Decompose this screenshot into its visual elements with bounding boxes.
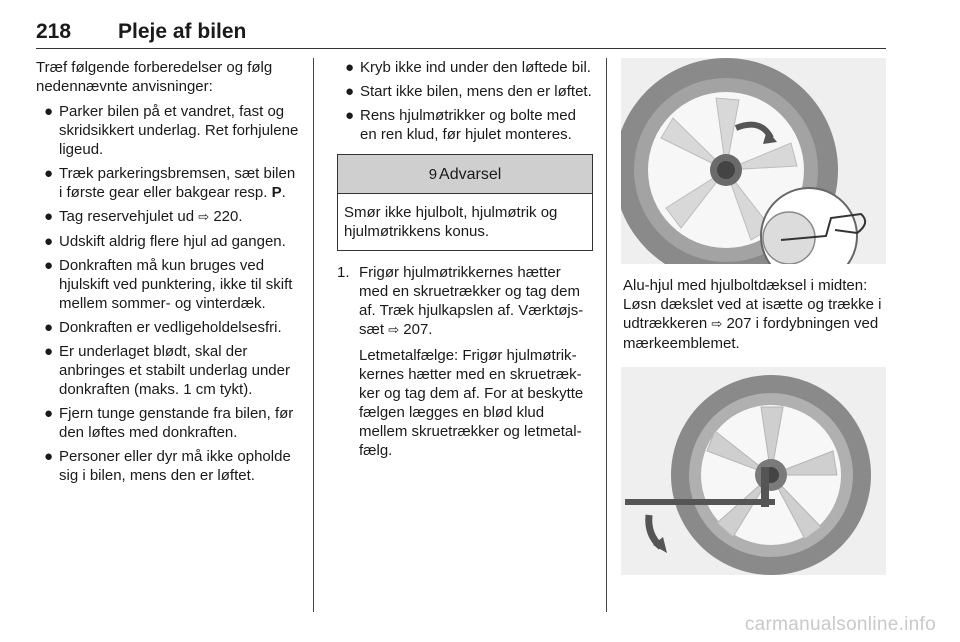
page-number: 218 [36, 20, 72, 43]
intro-text: Træf følgende forberedelser og følg nedennævnte anvisninger: [36, 59, 273, 95]
page-title: Pleje af bilen [118, 20, 247, 43]
bullet-icon: ● [44, 257, 54, 274]
alu-wheel-cover-figure [621, 58, 886, 264]
step-subtext: Letmetalfælge: Frigør hjulmøtrikkernes hætter med en skruetrækker og tag dem af. For at beskytte fælgen lægges en blød klud mellem skruetrækker og letmetalfælg. [359, 347, 584, 459]
list-item: ● Fjern tunge genstande fra bilen, før den løftes med donkraften. [44, 405, 294, 441]
step-item: 1. Frigør hjulmøtrikkernes hætter med en skruetrækker og tag dem af. Træk hjulkapslen af. Værktøjssæt ⇨ 207. Letmetalfælge: Frigør hjulmøtrikkernes hætter med en skruetrækker og tag dem af. For at beskytte fælgen lægges en blød klud mellem skruetrækker og letmetalfælg. [337, 263, 593, 460]
column-1 [36, 58, 301, 490]
list-item: ● Udskift aldrig flere hjul ad gangen. [44, 233, 286, 250]
list-item: ● Parker bilen på et vandret, fast og skridsikkert underlag. Ret forhjulene ligeud. [44, 103, 299, 158]
list-item: ● Kryb ikke ind under den løftede bil. [345, 59, 591, 76]
page-ref-arrow-icon: ⇨ [198, 210, 210, 225]
list-item: ● Personer eller dyr må ikke opholde sig i bilen, mens den er løftet. [44, 448, 291, 484]
list-item: ● Start ikke bilen, mens den er løftet. [345, 83, 592, 100]
figure-caption: Alu-hjul med hjulboltdæksel i midten: Løsn dækslet ved at isætte og trække i udtrækkeren ⇨ 207 i fordybningen ved mærkeemblemet. [623, 277, 882, 352]
bullet-icon: ● [44, 233, 54, 250]
page-ref-arrow-icon: ⇨ [711, 317, 723, 332]
warning-title: Advarsel [439, 165, 502, 183]
column-2 [337, 58, 593, 466]
wheel-wrench-figure [621, 367, 886, 575]
bullet-icon: ● [345, 59, 355, 76]
page-ref[interactable]: 207 [726, 315, 752, 332]
bullet-icon: ● [44, 319, 54, 336]
warning-triangle-icon: 9 [428, 165, 438, 183]
bullet-icon: ● [44, 208, 54, 225]
bullet-icon: ● [44, 103, 54, 120]
bullet-list [36, 102, 301, 485]
list-item: ● Donkraften er vedligeholdelsesfri. [44, 319, 282, 336]
step-number: 1. [337, 264, 350, 281]
column-3 [621, 58, 886, 587]
warning-header [338, 155, 592, 194]
bullet-list [337, 58, 593, 144]
page-ref-arrow-icon: ⇨ [388, 323, 400, 338]
list-item: ● Træk parkeringsbremsen, sæt bilen i første gear eller bakgear resp. P. [44, 165, 296, 201]
list-item: ● Donkraften må kun bruges ved hjulskift ved punktering, ikke til skift mellem sommer- og vinterdæk. [44, 257, 293, 312]
list-item: ● Er underlaget blødt, skal der anbringes et stabilt underlag under donkraften (maks. 1 cm tykt). [44, 343, 290, 398]
bullet-icon: ● [44, 165, 54, 182]
bullet-icon: ● [44, 405, 54, 422]
bullet-icon: ● [345, 83, 355, 100]
wheel-wrench-illustration [621, 367, 886, 575]
bullet-icon: ● [44, 448, 54, 465]
warning-box [337, 154, 593, 251]
wheel-cap-illustration [621, 58, 886, 264]
step-list [337, 263, 593, 460]
list-item: ● Rens hjulmøtrikker og bolte med en ren klud, før hjulet monteres. [345, 107, 576, 143]
list-item: ● Tag reservehjulet ud ⇨ 220. [44, 208, 243, 225]
bullet-icon: ● [44, 343, 54, 360]
bullet-icon: ● [345, 107, 355, 124]
watermark: carmanualsonline.info [744, 614, 936, 635]
column-divider [606, 58, 607, 612]
page-header [36, 14, 886, 49]
column-divider [313, 58, 314, 612]
page-ref[interactable]: 207. [403, 321, 433, 338]
page-ref[interactable]: 220. [213, 208, 243, 225]
warning-text: Smør ikke hjulbolt, hjulmøtrik og hjulmøtrikkens konus. [344, 204, 558, 240]
